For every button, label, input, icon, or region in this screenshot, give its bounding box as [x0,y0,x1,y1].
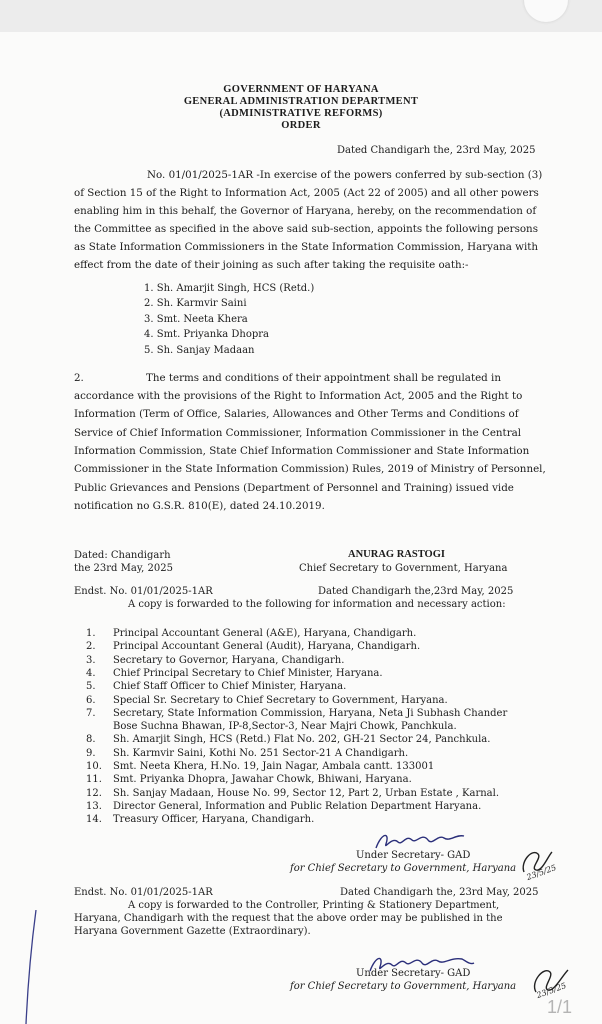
appointee-item: 4. Smt. Priyanka Dhopra [144,329,270,340]
copy-list-number: 11. [86,774,102,786]
sig1-for-line: for Chief Secretary to Government, Haryana [290,863,517,874]
endst2-number: Endst. No. 01/01/2025-1AR [74,887,213,898]
copy-list-text: Bose Suchna Bhawan, IP-8,Sector-3, Near Majri Chowk, Panchkula. [113,721,457,733]
signoff-date: the 23rd May, 2025 [74,563,173,574]
sig2-title: Under Secretary- GAD [356,968,471,979]
para2-line: Public Grievances and Pensions (Department of Personnel and Training) issued vide [74,482,514,494]
appointee-item: 2. Sh. Karmvir Saini [144,298,247,309]
endst2-line: Haryana Government Gazette (Extraordinary). [74,926,311,937]
initials-date: 23/5/25 [525,862,558,883]
copy-list-number: 13. [86,800,102,812]
signoff-place: Dated: Chandigarh [74,550,171,561]
para1-line: effect from the date of their joining as such after taking the requisite oath:- [74,259,469,271]
copy-list-text: Director General, Information and Public Relation Department Haryana. [113,800,482,812]
copy-list-text: Smt. Neeta Khera, H.No. 19, Jain Nagar, Ambala cantt. 133001 [113,761,435,772]
copy-list-number: 14. [86,814,102,826]
copy-list-number: 12. [86,787,102,799]
document-page [0,32,602,1024]
copy-list-text: Sh. Amarjit Singh, HCS (Retd.) Flat No. 202, GH-21 Sector 24, Panchkula. [113,734,491,746]
endst1-date: Dated Chandigarh the,23rd May, 2025 [318,586,514,597]
copy-list-text: Special Sr. Secretary to Chief Secretary to Government, Haryana. [113,694,448,706]
copy-list-text: Secretary, State Information Commission, Haryana, Neta Ji Subhash Chander [113,707,508,719]
copy-list-number: 4. [86,667,96,679]
para1-line: No. 01/01/2025-1AR -In exercise of the powers conferred by sub-section (3) [147,169,543,181]
copy-list-number: 2. [86,641,96,653]
margin-pen-stroke [22,910,42,1024]
copy-list-text: Secretary to Governor, Haryana, Chandigarh. [113,654,345,666]
order-date: Dated Chandigarh the, 23rd May, 2025 [337,145,536,156]
copy-list-number: 1. [86,628,96,639]
page-indicator: 1/1 [546,997,572,1017]
para1-line: the Committee as specified in the above said sub-section, appoints the following persons [74,223,538,235]
copy-list-number: 8. [86,734,96,746]
header-department: GENERAL ADMINISTRATION DEPARTMENT [183,96,419,107]
endst1-intro: A copy is forwarded to the following for information and necessary action: [128,599,506,610]
appointee-item: 3. Smt. Neeta Khera [144,314,248,325]
para2-line: Information (Term of Office, Salaries, Allowances and Other Terms and Conditions of [74,408,519,420]
header-government: GOVERNMENT OF HARYANA [223,84,379,95]
copy-list-text: Sh. Sanjay Madaan, House No. 99, Sector 12, Part 2, Urban Estate , Karnal. [113,787,500,799]
para2-line: accordance with the provisions of the Right to Information Act, 2005 and the Right to [74,390,523,402]
para2-line: The terms and conditions of their appointment shall be regulated in [146,372,501,384]
para2-line: Commissioner in the State Information Commission) Rules, 2019 of Ministry of Personnel, [74,463,546,475]
para2-number: 2. [74,372,84,384]
initials-date: 23/5/25 [535,980,568,1001]
para2-line: notification no G.S.R. 810(E), dated 24.10.2019. [74,500,325,512]
signatory-name: ANURAG RASTOGI [348,549,445,560]
copy-list-text: Principal Accountant General (Audit), Haryana, Chandigarh. [113,641,421,653]
sig2-for-line: for Chief Secretary to Government, Haryana [290,981,517,992]
copy-list-text: Sh. Karmvir Saini, Kothi No. 251 Sector-21 A Chandigarh. [113,747,409,759]
copy-list-number: 10. [86,761,102,772]
para2-line: Service of Chief Information Commissioner, Information Commissioner in the Central [74,427,522,439]
copy-list-text: Chief Staff Officer to Chief Minister, Haryana. [113,681,347,693]
header-order: ORDER [281,120,321,131]
endst2-line: A copy is forwarded to the Controller, Printing & Stationery Department, [128,900,500,911]
copy-list-number: 3. [86,654,96,666]
endst1-number: Endst. No. 01/01/2025-1AR [74,586,213,597]
copy-list-number: 9. [86,747,96,759]
sig1-title: Under Secretary- GAD [356,850,471,861]
appointee-item: 5. Sh. Sanjay Madaan [144,345,255,356]
endst2-date: Dated Chandigarh the, 23rd May, 2025 [340,887,539,898]
signatory-designation: Chief Secretary to Government, Haryana [299,563,508,574]
para2-line: Information Commission, State Chief Information Commissioner and State Information [74,445,530,457]
viewer-top-bar [0,0,602,32]
header-wing: (ADMINISTRATIVE REFORMS) [219,108,383,119]
endst2-line: Haryana, Chandigarh with the request that the above order may be published in the [74,913,503,924]
para1-line: enabling him in this behalf, the Governor of Haryana, hereby, on the recommendation of [74,205,537,217]
copy-list-text: Principal Accountant General (A&E), Haryana, Chandigarh. [113,628,417,639]
copy-list-number: 7. [86,707,96,719]
appointee-item: 1. Sh. Amarjit Singh, HCS (Retd.) [144,283,315,294]
viewer-fab-button[interactable] [524,0,568,22]
copy-list-text: Treasury Officer, Haryana, Chandigarh. [113,814,315,826]
para1-line: of Section 15 of the Right to Information Act, 2005 (Act 22 of 2005) and all other powers [74,187,539,199]
copy-list-text: Chief Principal Secretary to Chief Minister, Haryana. [113,667,383,679]
copy-list-number: 6. [86,694,96,706]
para1-line: as State Information Commissioners in the State Information Commission, Haryana with [74,241,539,253]
copy-list-number: 5. [86,681,96,693]
copy-list-text: Smt. Priyanka Dhopra, Jawahar Chowk, Bhiwani, Haryana. [113,774,412,786]
